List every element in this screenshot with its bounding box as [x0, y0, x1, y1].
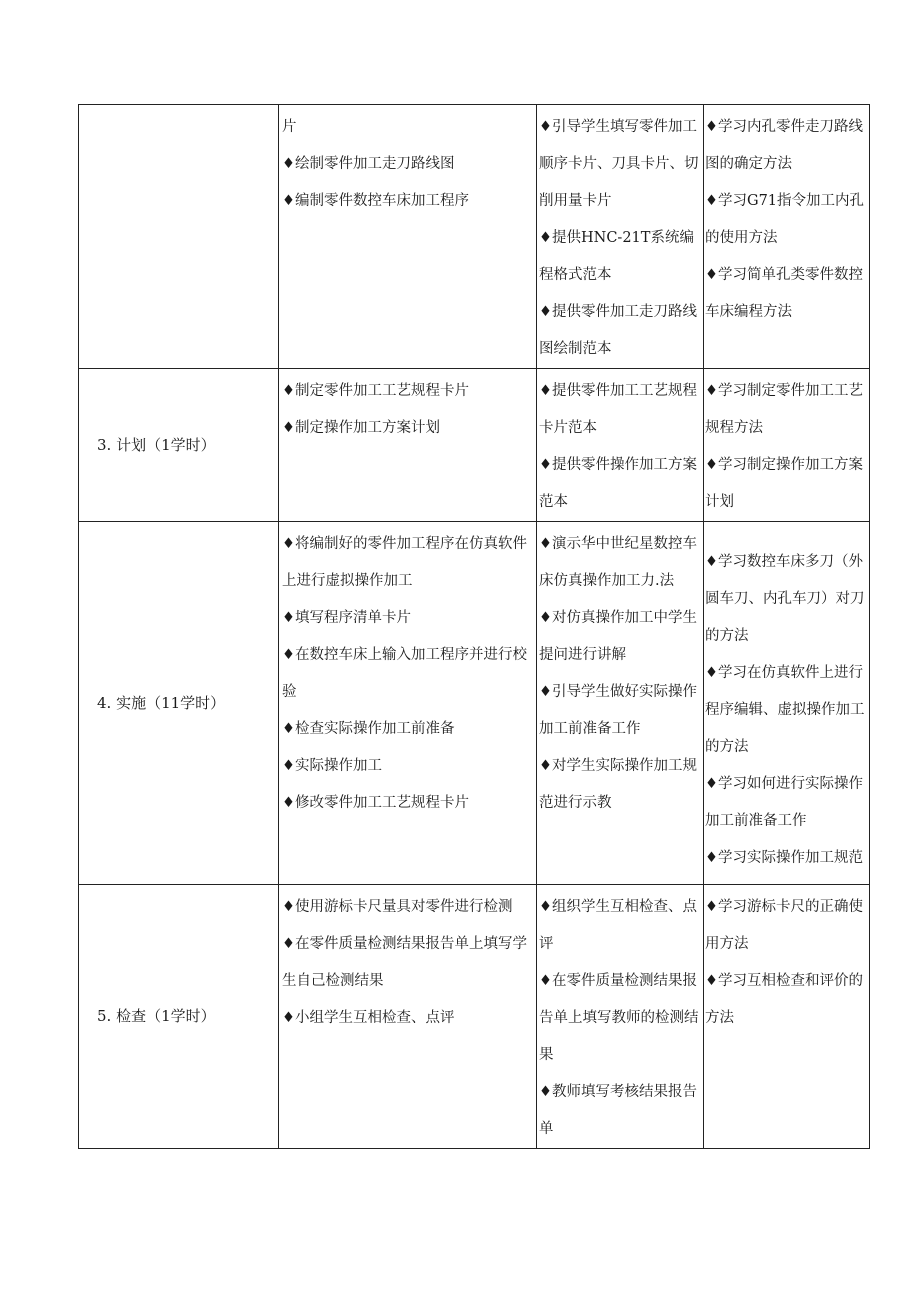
- learning-item: ♦学习实际操作加工规范: [705, 850, 863, 866]
- task-item: ♦绘制零件加工走刀路线图: [282, 156, 455, 172]
- task-item: ♦将编制好的零件加工程序在仿真软件上进行虚拟操作加工: [282, 536, 527, 589]
- guidance-cell: [537, 105, 704, 369]
- guidance-item: ♦提供零件操作加工方案范本: [539, 457, 697, 510]
- table-row: [79, 105, 870, 369]
- learning-item: ♦学习数控车床多刀（外圆车刀、内孔车刀）对刀的方法: [705, 554, 865, 644]
- table-row: [79, 369, 870, 522]
- task-item: 片: [282, 119, 297, 135]
- learning-cell: [704, 369, 870, 522]
- stage-cell: 4. 实施（11学时）: [79, 522, 279, 885]
- task-item: ♦修改零件加工工艺规程卡片: [282, 795, 469, 811]
- guidance-item: ♦在零件质量检测结果报告单上填写教师的检测结果: [539, 973, 699, 1063]
- task-item: ♦制定零件加工工艺规程卡片: [282, 383, 469, 399]
- learning-item: ♦学习简单孔类零件数控车床编程方法: [705, 267, 863, 320]
- guidance-cell: [537, 369, 704, 522]
- guidance-item: ♦对学生实际操作加工规范进行示教: [539, 758, 697, 811]
- guidance-item: ♦提供零件加工工艺规程卡片范本: [539, 383, 697, 436]
- learning-cell: [704, 105, 870, 369]
- task-item: ♦在零件质量检测结果报告单上填写学生自己检测结果: [282, 936, 527, 989]
- guidance-item: ♦对仿真操作加工中学生提问进行讲解: [539, 610, 697, 663]
- task-item: ♦编制零件数控车床加工程序: [282, 193, 469, 209]
- learning-item: ♦学习制定零件加工工艺规程方法: [705, 383, 863, 436]
- guidance-cell: [537, 885, 704, 1149]
- learning-item: ♦学习如何进行实际操作加工前准备工作: [705, 776, 863, 829]
- guidance-item: ♦提供HNC-21T系统编程格式范本: [539, 230, 694, 283]
- stage-cell: [79, 105, 279, 369]
- guidance-item: ♦引导学生填写零件加工顺序卡片、刀具卡片、切削用量卡片: [539, 119, 699, 209]
- guidance-item: ♦教师填写考核结果报告单: [539, 1084, 697, 1137]
- guidance-item: ♦提供零件加工走刀路线图绘制范本: [539, 304, 697, 357]
- task-cell: [279, 885, 537, 1149]
- learning-cell: [704, 522, 870, 885]
- task-item: ♦在数控车床上输入加工程序并进行校验: [282, 647, 527, 700]
- task-cell: [279, 369, 537, 522]
- learning-item: ♦学习制定操作加工方案计划: [705, 457, 863, 510]
- learning-item: ♦学习G71指令加工内孔的使用方法: [705, 193, 865, 246]
- learning-item: ♦学习内孔零件走刀路线图的确定方法: [705, 119, 863, 172]
- task-item: ♦制定操作加工方案计划: [282, 420, 440, 436]
- table-row: [79, 522, 870, 885]
- task-item: ♦使用游标卡尺量具对零件进行检测: [282, 899, 513, 915]
- task-item: ♦填写程序清单卡片: [282, 610, 411, 626]
- task-cell: [279, 522, 537, 885]
- guidance-item: ♦组织学生互相检查、点评: [539, 899, 697, 952]
- learning-item: ♦学习在仿真软件上进行程序编辑、虚拟操作加工的方法: [705, 665, 865, 755]
- guidance-cell: [537, 522, 704, 885]
- teaching-plan-table: [78, 104, 870, 1149]
- guidance-item: ♦引导学生做好实际操作加工前准备工作: [539, 684, 697, 737]
- learning-cell: [704, 885, 870, 1149]
- task-item: ♦检查实际操作加工前准备: [282, 721, 455, 737]
- task-item: ♦实际操作加工: [282, 758, 382, 774]
- learning-item: ♦学习互相检查和评价的方法: [705, 973, 863, 1026]
- guidance-item: ♦演示华中世纪星数控车床仿真操作加工力.法: [539, 536, 697, 589]
- stage-cell: 5. 检查（1学时）: [79, 885, 279, 1149]
- learning-item: ♦学习游标卡尺的正确使用方法: [705, 899, 863, 952]
- task-item: ♦小组学生互相检查、点评: [282, 1010, 455, 1026]
- stage-cell: 3. 计划（1学时）: [79, 369, 279, 522]
- table-row: [79, 885, 870, 1149]
- task-cell: [279, 105, 537, 369]
